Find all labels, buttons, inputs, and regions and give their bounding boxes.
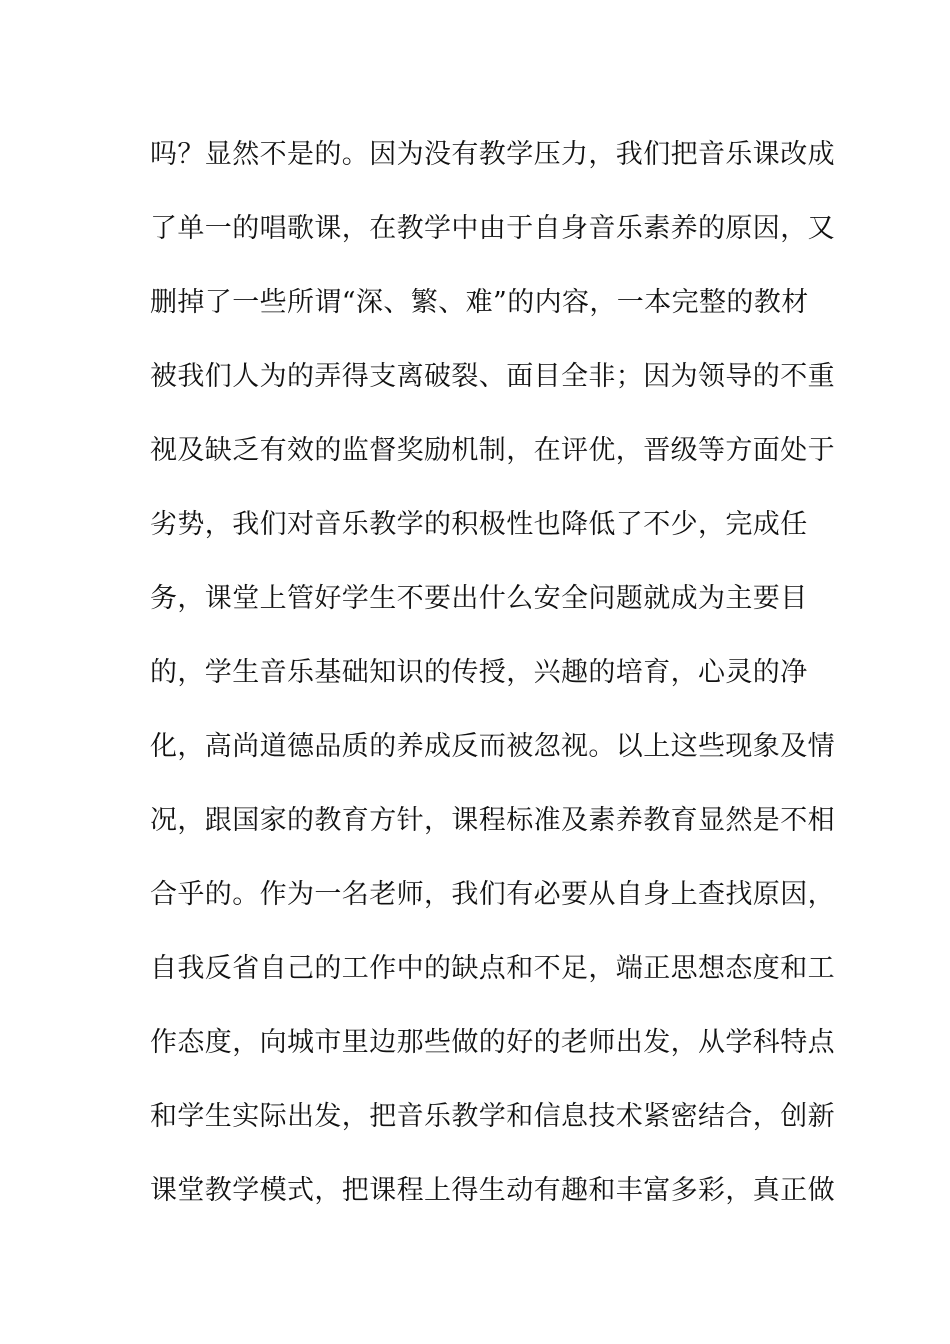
body-text xyxy=(150,128,835,1238)
text-line: 劣势，我们对音乐教学的积极性也降低了不少，完成任 xyxy=(150,509,808,540)
text-line: 务，课堂上管好学生不要出什么安全问题就成为主要目 xyxy=(150,583,808,614)
text-line: 合乎的。作为一名老师，我们有必要从自身上查找原因， xyxy=(150,879,835,910)
text-line: 课堂教学模式，把课程上得生动有趣和丰富多彩，真正做 xyxy=(150,1175,835,1206)
text-line: 化，高尚道德品质的养成反而被忽视。以上这些现象及情 xyxy=(150,731,835,762)
text-line: 作态度，向城市里边那些做的好的老师出发，从学科特点 xyxy=(150,1027,835,1058)
text-line: 的，学生音乐基础知识的传授，兴趣的培育，心灵的净 xyxy=(150,657,808,688)
text-line: 自我反省自己的工作中的缺点和不足，端正思想态度和工 xyxy=(150,953,835,984)
text-line: 删掉了一些所谓“深、繁、难”的内容，一本完整的教材 xyxy=(150,287,809,318)
text-line: 了单一的唱歌课，在教学中由于自身音乐素养的原因，又 xyxy=(150,213,835,244)
text-line: 和学生实际出发，把音乐教学和信息技术紧密结合，创新 xyxy=(150,1101,835,1132)
text-line: 视及缺乏有效的监督奖励机制，在评优，晋级等方面处于 xyxy=(150,435,835,466)
text-line: 吗？显然不是的。因为没有教学压力，我们把音乐课改成 xyxy=(150,139,835,170)
text-line: 被我们人为的弄得支离破裂、面目全非；因为领导的不重 xyxy=(150,361,835,392)
text-line: 况，跟国家的教育方针，课程标准及素养教育显然是不相 xyxy=(150,805,835,836)
